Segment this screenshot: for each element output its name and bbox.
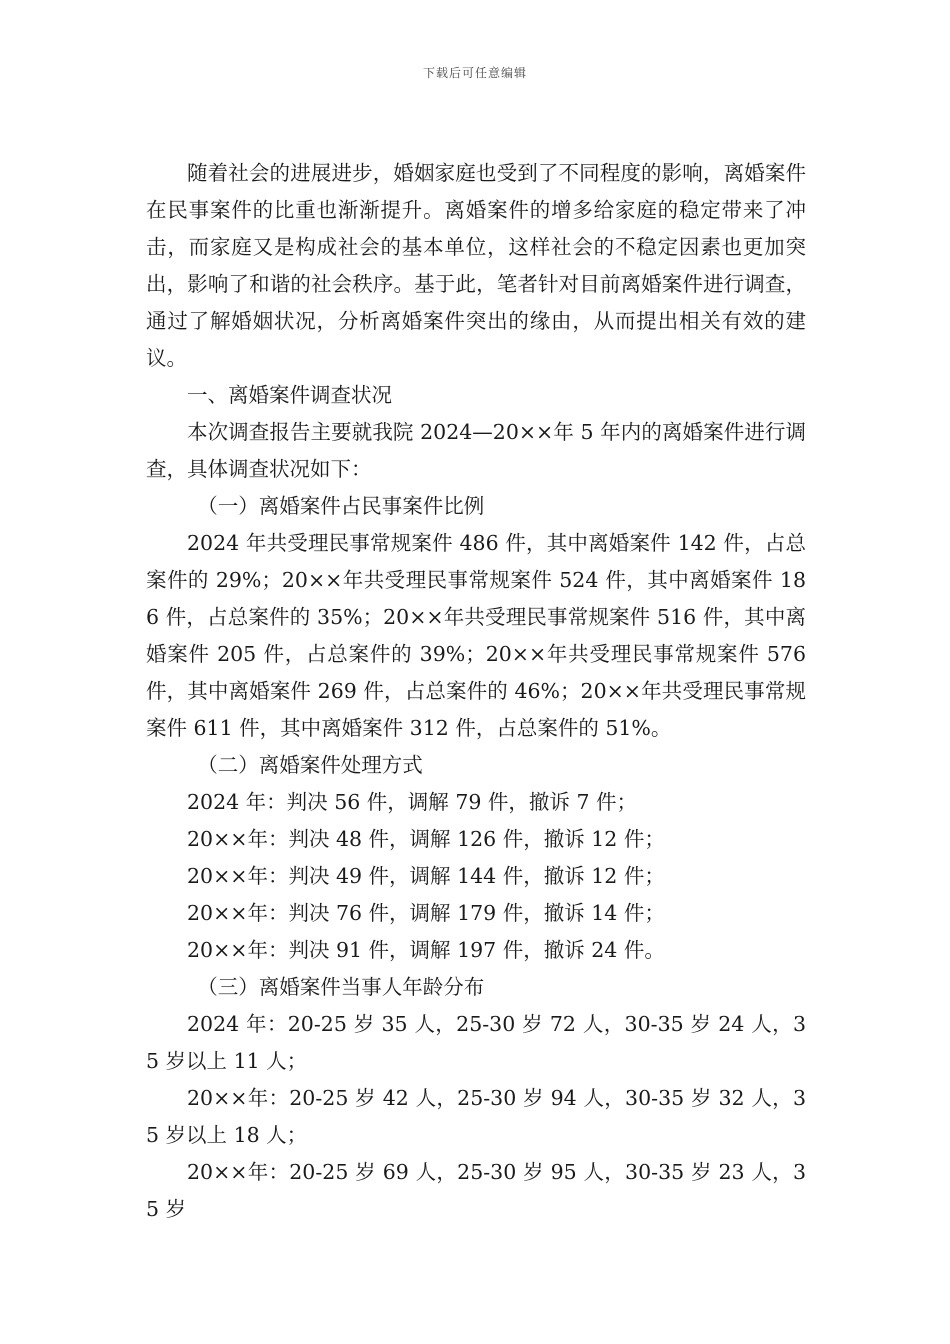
- document-body: [146, 155, 806, 1228]
- ratio-paragraph: 2024 年共受理民事常规案件 486 件，其中离婚案件 142 件，占总案件的 29%；20××年共受理民事常规案件 524 件，其中离婚案件 186 件，占总案件的 35%；20××年共受理民事常规案件 516 件，其中离婚案件 205 件，占总案件的 39%；20××年共受理民事常规案件 576 件，其中离婚案件 269 件，占总案件的 46%；20××年共受理民事常规案件 611 件，其中离婚案件 312 件，占总案件的 51%。: [146, 531, 806, 740]
- handling-line: 2024 年：判决 56 件，调解 79 件，撤诉 7 件；: [187, 790, 637, 814]
- intro-paragraph: 随着社会的进展进步，婚姻家庭也受到了不同程度的影响，离婚案件在民事案件的比重也渐渐提升。离婚案件的增多给家庭的稳定带来了冲击，而家庭又是构成社会的基本单位，这样社会的不稳定因素也更加突出，影响了和谐的社会秩序。基于此，笔者针对目前离婚案件进行调查，通过了解婚姻状况，分析离婚案件突出的缘由，从而提出相关有效的建议。: [146, 161, 806, 370]
- subheading-age: （三）离婚案件当事人年龄分布: [197, 975, 485, 999]
- subheading-ratio: （一）离婚案件占民事案件比例: [197, 494, 485, 518]
- handling-line: 20××年：判决 91 件，调解 197 件，撤诉 24 件。: [187, 938, 665, 962]
- age-paragraph: 2024 年：20-25 岁 35 人，25-30 岁 72 人，30-35 岁 24 人，35 岁以上 11 人；: [146, 1012, 806, 1073]
- handling-line: 20××年：判决 48 件，调解 126 件，撤诉 12 件；: [187, 827, 665, 851]
- subheading-handling: （二）离婚案件处理方式: [197, 753, 423, 777]
- handling-line: 20××年：判决 76 件，调解 179 件，撤诉 14 件；: [187, 901, 665, 925]
- age-paragraph: 20××年：20-25 岁 69 人，25-30 岁 95 人，30-35 岁 23 人，35 岁: [146, 1160, 806, 1221]
- section-heading-1: 一、离婚案件调查状况: [187, 383, 392, 407]
- survey-scope-paragraph: 本次调查报告主要就我院 2024—20××年 5 年内的离婚案件进行调查，具体调查状况如下：: [146, 420, 806, 481]
- handling-line: 20××年：判决 49 件，调解 144 件，撤诉 12 件；: [187, 864, 665, 888]
- age-paragraph: 20××年：20-25 岁 42 人，25-30 岁 94 人，30-35 岁 32 人，35 岁以上 18 人；: [146, 1086, 806, 1147]
- page-header-note: 下载后可任意编辑: [422, 66, 527, 80]
